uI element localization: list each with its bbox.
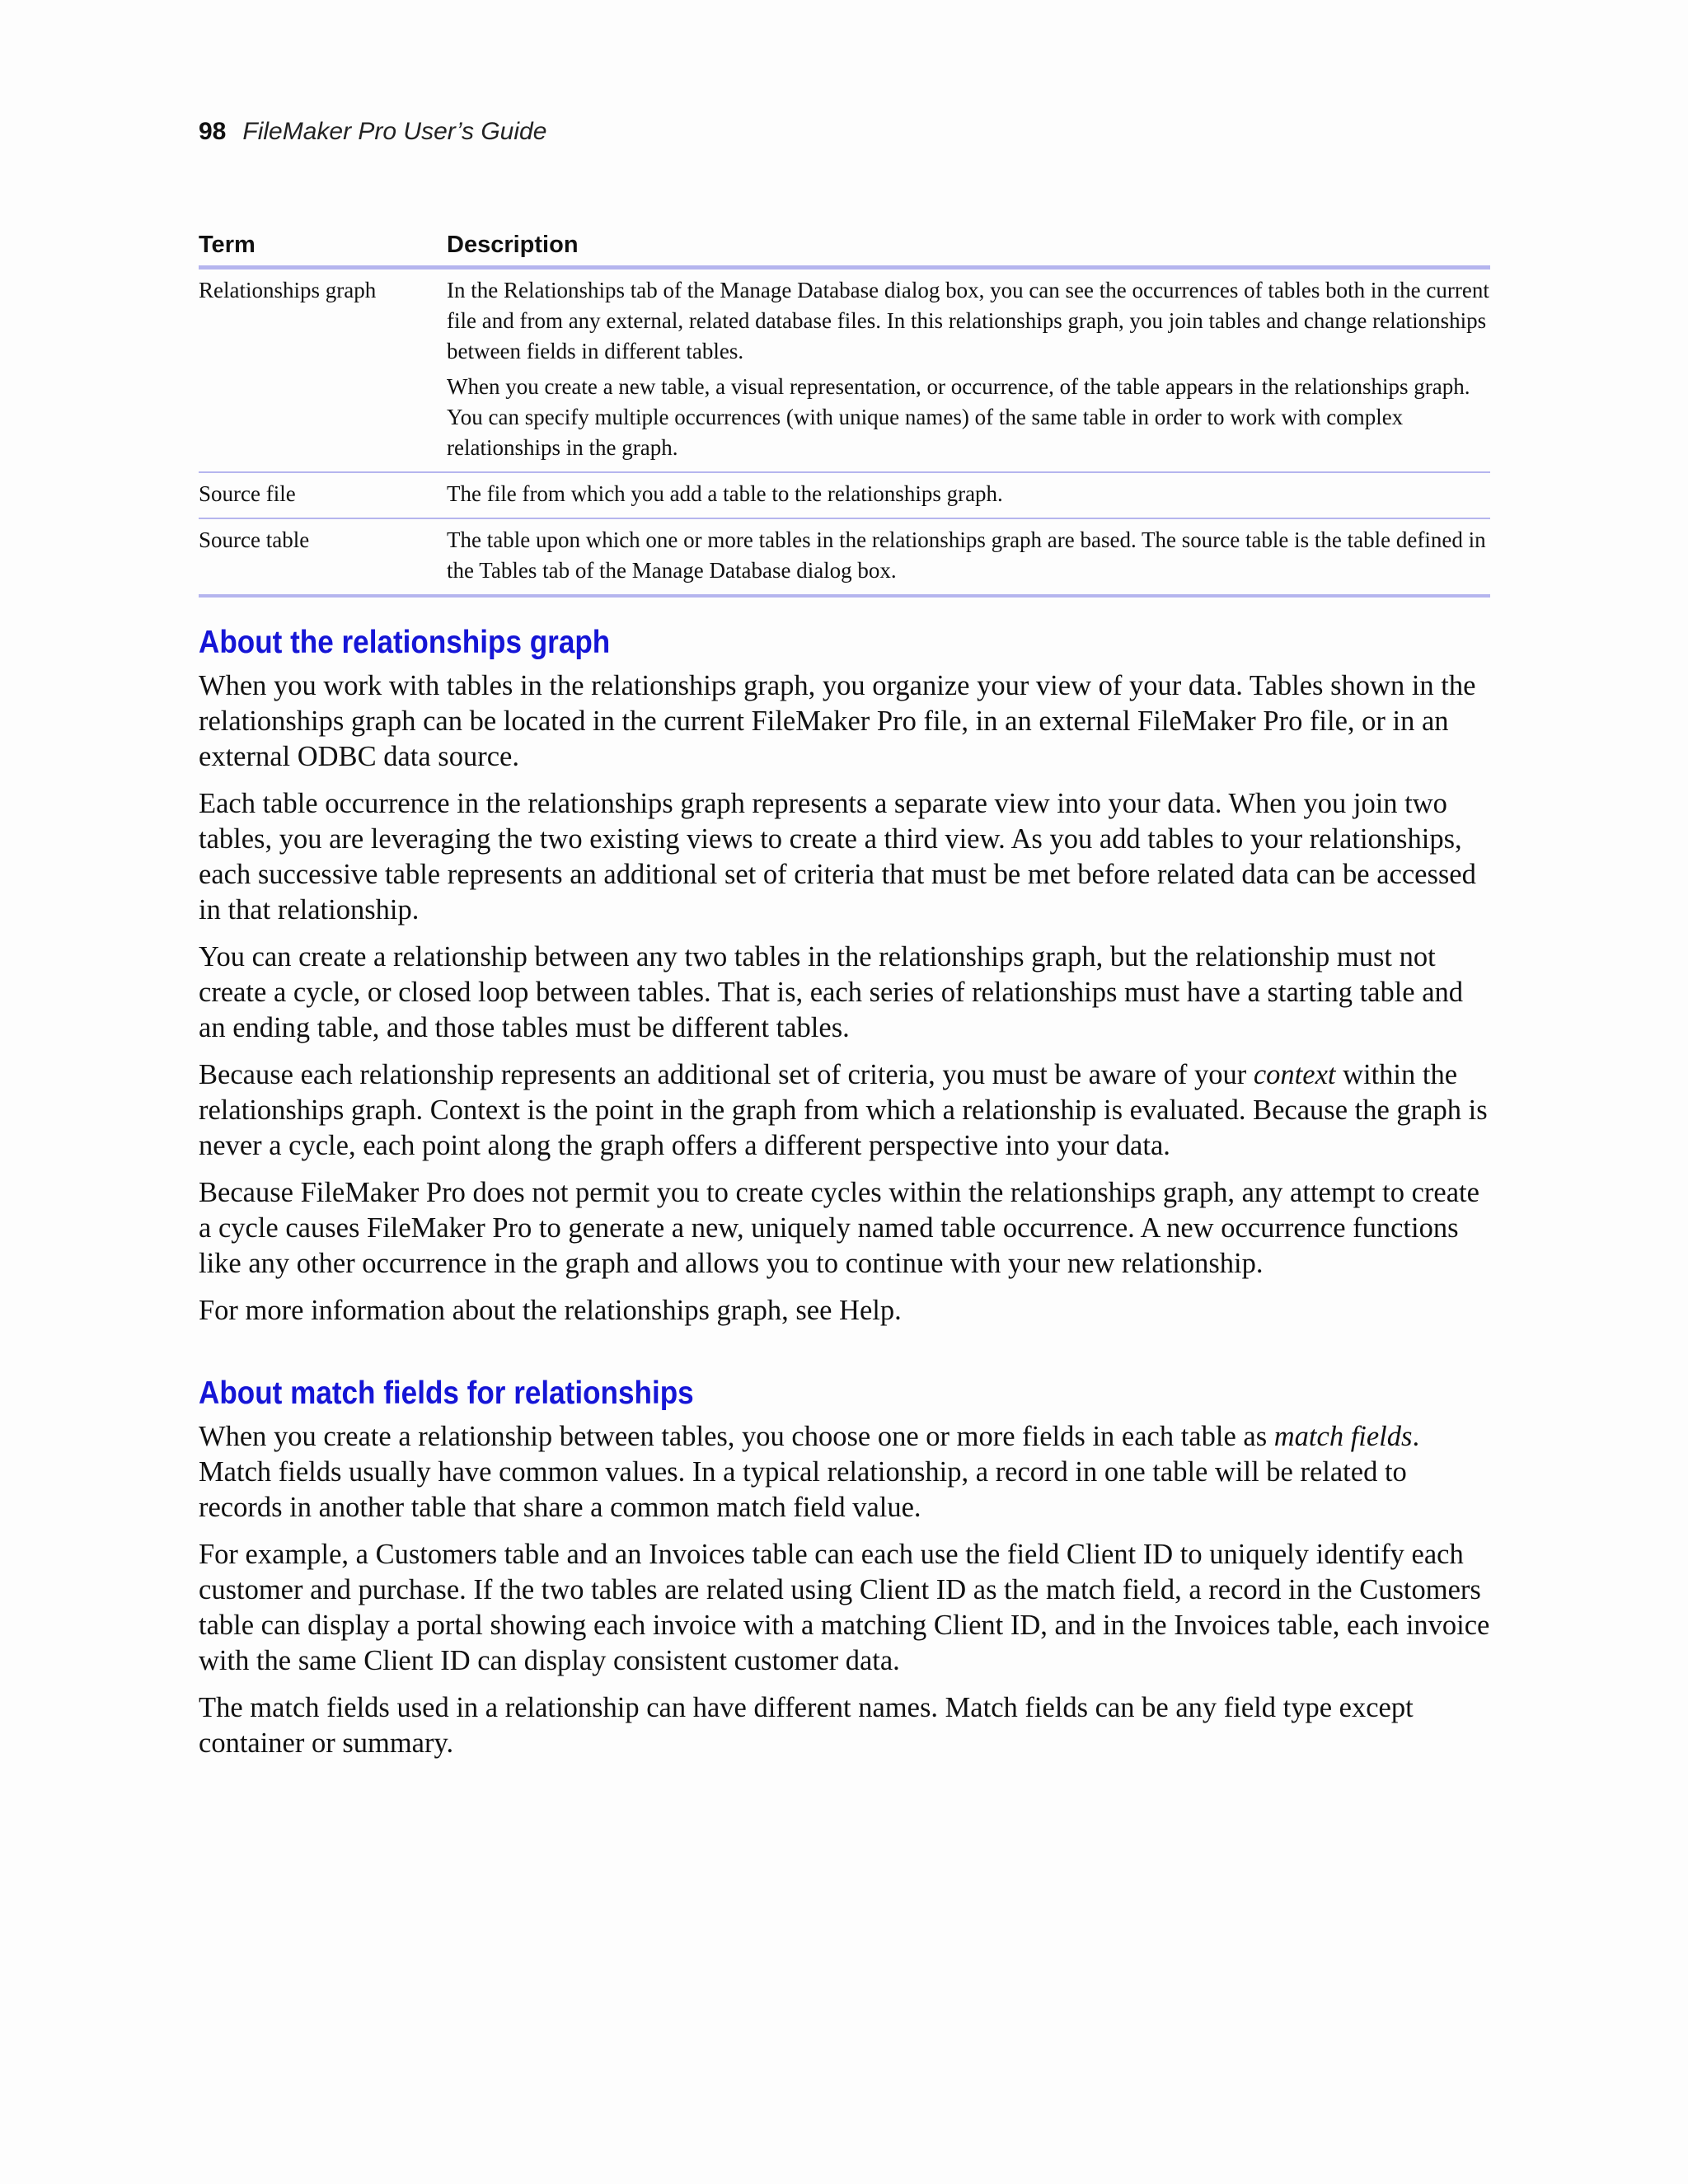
section-spacer: [199, 1340, 1490, 1373]
description-cell: [447, 268, 1490, 473]
body-paragraph: The match fields used in a relationship can have different names. Match fields can be any field type except container or summary.: [199, 1692, 1414, 1759]
table-row: [199, 472, 1490, 518]
description-cell: [447, 472, 1490, 518]
description-cell: [447, 518, 1490, 596]
page-header: [199, 115, 546, 148]
body-paragraph: When you work with tables in the relationships graph, you organize your view of your data. Tables shown in the relationships graph can be located in the current FileMaker Pro file, in an external FileMaker Pro file, or in an external ODBC data source.: [199, 670, 1476, 772]
term-cell: Source file: [199, 472, 447, 518]
terms-table: [199, 223, 1490, 598]
term-column-header: Term: [199, 223, 447, 268]
table-row: [199, 268, 1490, 473]
term-cell: Source table: [199, 518, 447, 596]
main-content: [199, 622, 1490, 1773]
body-paragraph: When you create a relationship between tables, you choose one or more fields in each table as match fields. Match fields usually have common values. In a typical relationship, a record in one table will be related to records in another table that share a common match field value.: [199, 1421, 1420, 1523]
body-paragraph: For example, a Customers table and an Invoices table can each use the field Client ID to uniquely identify each customer and purchase. If the two tables are related using Client ID as the match field, a record in the Customers table can display a portal showing each invoice with a matching Client ID, and in the Invoices table, each invoice with the same Client ID can display consistent customer data.: [199, 1539, 1490, 1676]
emphasis-term: match fields: [1273, 1421, 1413, 1452]
table-header-row: [199, 223, 1490, 268]
description-column-header: Description: [447, 223, 1490, 268]
body-paragraph: Because each relationship represents an additional set of criteria, you must be aware of your context within the relationships graph. Context is the point in the graph from which a relationship is evaluated. Because the graph is never a cycle, each point along the graph offers a different perspective into your data.: [199, 1059, 1488, 1161]
body-paragraph: You can create a relationship between any two tables in the relationships graph, but the relationship must not create a cycle, or closed loop between tables. That is, each series of relationships must have a starting table and an ending table, and those tables must be different tables.: [199, 941, 1464, 1043]
description-text: When you create a new table, a visual representation, or occurrence, of the table appears in the relationships graph. You can specify multiple occurrences (with unique names) of the same table in order to work with complex relationships in the graph.: [447, 374, 1470, 460]
emphasis-term: context: [1253, 1059, 1336, 1090]
body-paragraph: Each table occurrence in the relationships graph represents a separate view into your data. When you join two tables, you are leveraging the two existing views to create a third view. As you add tables to your relationships, each successive table represents an additional set of criteria that must be met before related data can be accessed in that relationship.: [199, 788, 1476, 926]
description-text: The table upon which one or more tables in the relationships graph are based. The source table is the table defined in the Tables tab of the Manage Database dialog box.: [447, 527, 1486, 583]
section-heading-match-fields: About match fields for relationships: [199, 1376, 694, 1411]
description-text: The file from which you add a table to the relationships graph.: [447, 481, 1003, 506]
guide-title: FileMaker Pro User’s Guide: [242, 118, 547, 145]
table-row: [199, 518, 1490, 596]
page-number: 98: [199, 118, 227, 145]
body-paragraph: For more information about the relationships graph, see Help.: [199, 1295, 902, 1326]
section-heading-relationships-graph: About the relationships graph: [199, 625, 611, 660]
body-paragraph: Because FileMaker Pro does not permit you to create cycles within the relationships graph, any attempt to create a cycle causes FileMaker Pro to generate a new, uniquely named table occurrence. A new occurrence functions like any other occurrence in the graph and allows you to continue with your new relationship.: [199, 1177, 1479, 1279]
description-text: In the Relationships tab of the Manage Database dialog box, you can see the occurrences of tables both in the current file and from any external, related database files. In this relationships graph, you join tables and change relationships between fields in different tables.: [447, 278, 1489, 363]
term-cell: Relationships graph: [199, 268, 447, 473]
